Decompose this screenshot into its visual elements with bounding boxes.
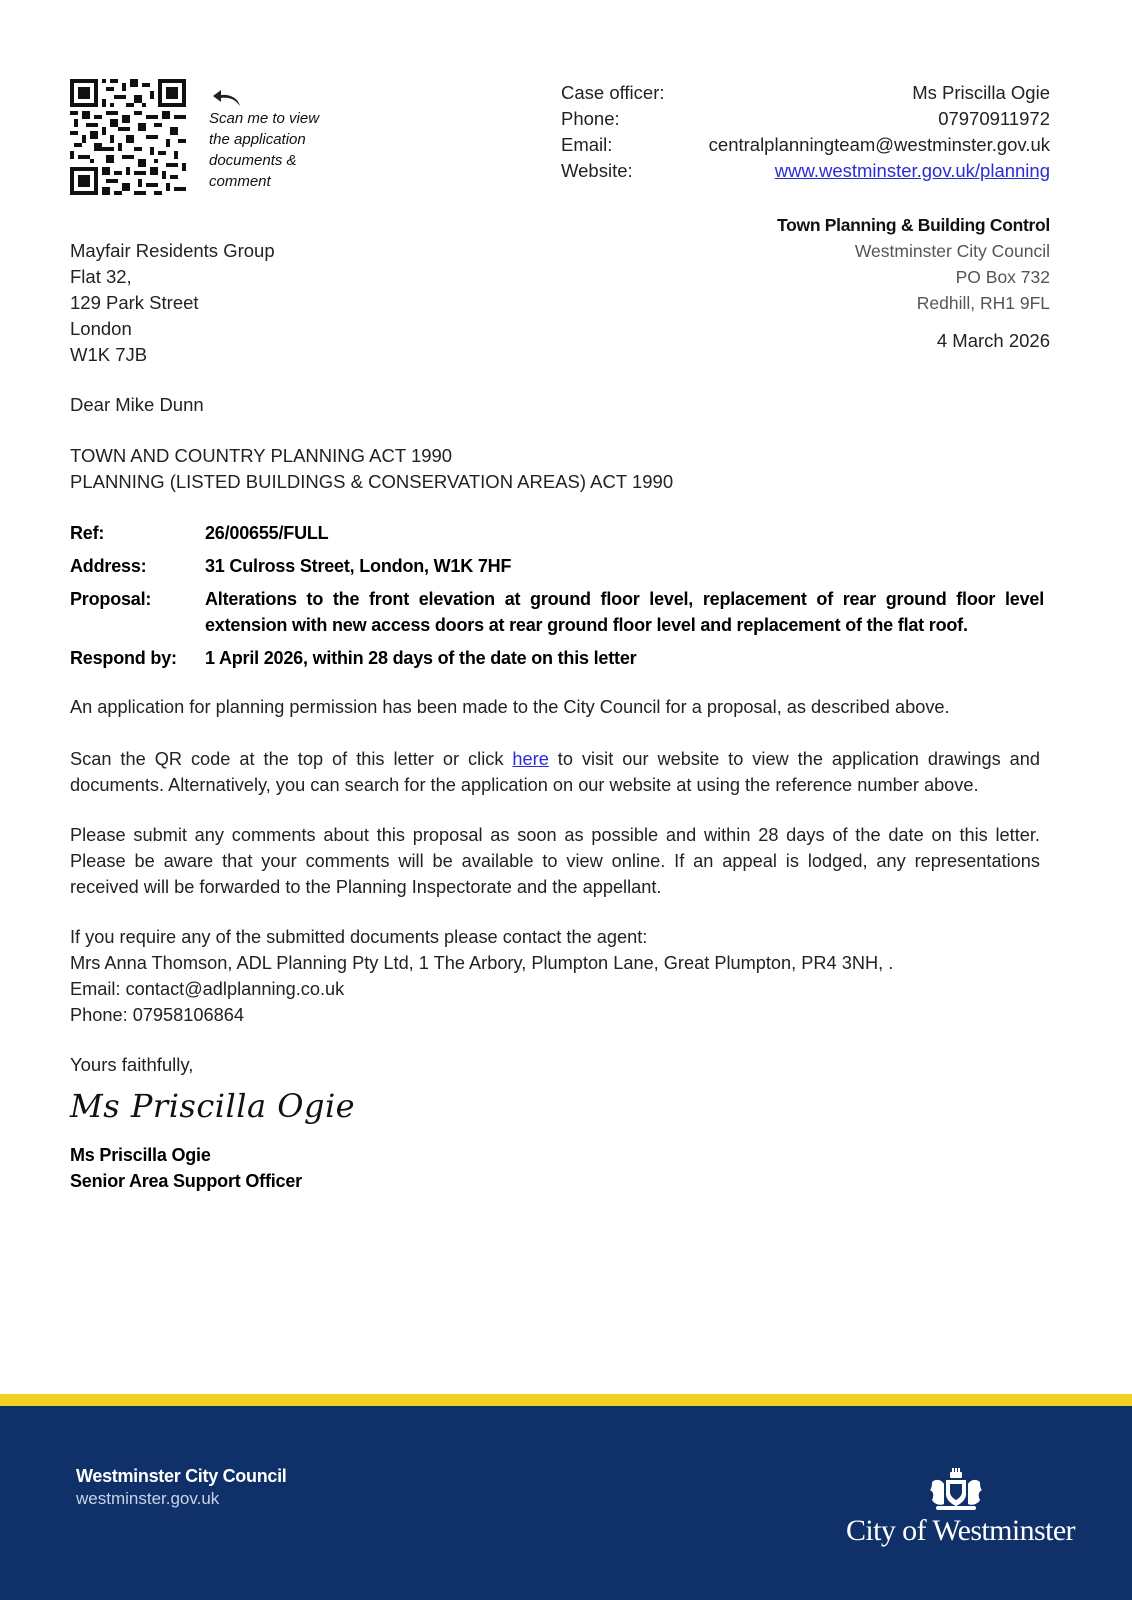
detail-value: 31 Culross Street, London, W1K 7HF xyxy=(205,556,512,576)
here-link[interactable]: here xyxy=(512,749,549,769)
contact-row-website xyxy=(561,158,1050,184)
addressee-line: 129 Park Street xyxy=(70,292,199,313)
salutation: Dear Mike Dunn xyxy=(70,394,204,415)
detail-label: Proposal: xyxy=(70,589,152,609)
letter-date: 4 March 2026 xyxy=(936,330,1050,351)
signature: Ms Priscilla Ogie xyxy=(70,1087,356,1125)
contact-row-email xyxy=(561,132,1050,158)
footer-stripe xyxy=(0,1394,1132,1406)
paragraph-text: Scan the QR code at the top of this letter or click xyxy=(70,749,513,769)
contact-value: Ms Priscilla Ogie xyxy=(912,82,1050,103)
agent-line: Phone: 07958106864 xyxy=(70,1005,244,1025)
detail-label: Respond by: xyxy=(70,648,177,668)
act-line: TOWN AND COUNTRY PLANNING ACT 1990 xyxy=(70,445,453,466)
addressee-line: Flat 32, xyxy=(70,266,132,287)
footer-website: westminster.gov.uk xyxy=(76,1489,220,1508)
department-block xyxy=(777,212,1050,316)
curved-arrow-icon xyxy=(212,86,242,108)
contact-row-phone xyxy=(561,106,1050,132)
contact-block xyxy=(561,80,1050,184)
agent-line: Mrs Anna Thomson, ADL Planning Pty Ltd, 1 The Arbory, Plumpton Lane, Great Plumpton, PR4 3NH, . xyxy=(70,953,894,973)
detail-row-ref xyxy=(70,520,1044,546)
qr-caption-line: comment xyxy=(209,173,271,190)
website-link[interactable]: www.westminster.gov.uk/planning xyxy=(774,160,1050,181)
contact-label: Case officer: xyxy=(561,82,665,103)
acts-heading xyxy=(70,443,673,495)
contact-label: Phone: xyxy=(561,108,620,129)
application-details xyxy=(70,520,1044,678)
addressee-line: Mayfair Residents Group xyxy=(70,240,275,261)
detail-row-proposal xyxy=(70,586,1044,638)
addressee-line: W1K 7JB xyxy=(70,344,148,365)
detail-value: 1 April 2026, within 28 days of the date on this letter xyxy=(205,648,637,668)
detail-label: Address: xyxy=(70,556,147,576)
body-paragraph-3: Please submit any comments about this proposal as soon as possible and within 28 days of the date on this letter. Please be aware that your comments will be available to view online. If an appeal is lodged, any representations received will be forwarded to the Planning Inspectorate and the appellant. xyxy=(70,825,1040,897)
department-line: Westminster City Council xyxy=(854,241,1050,261)
detail-row-respond-by xyxy=(70,645,1044,671)
agent-line: Email: contact@adlplanning.co.uk xyxy=(70,979,345,999)
qr-caption-line: the application xyxy=(209,131,306,148)
city-of-westminster-logo-text: City of Westminster xyxy=(846,1514,1075,1547)
signer-block xyxy=(70,1142,302,1194)
addressee-line: London xyxy=(70,318,132,339)
crest-icon xyxy=(928,1468,984,1512)
qr-caption xyxy=(209,108,319,192)
contact-value: 07970911972 xyxy=(938,108,1050,129)
department-title: Town Planning & Building Control xyxy=(777,215,1050,235)
body-paragraph-2 xyxy=(70,746,1040,798)
paragraph-text: to visit our website to view the application drawings and documents. Alternatively, you can search for the application on our website at using the reference number above. xyxy=(70,749,1040,795)
detail-value: Alterations to the front elevation at ground floor level, replacement of rear ground floor level extension with new access doors at rear ground floor level and replacement of the flat roof. xyxy=(205,589,1044,635)
contact-label: Email: xyxy=(561,134,613,155)
qr-caption-line: Scan me to view xyxy=(209,110,320,127)
contact-label: Website: xyxy=(561,160,633,181)
detail-value: 26/00655/FULL xyxy=(205,523,329,543)
act-line: PLANNING (LISTED BUILDINGS & CONSERVATION AREAS) ACT 1990 xyxy=(70,471,674,492)
detail-row-address xyxy=(70,553,1044,579)
body-paragraph-1: An application for planning permission has been made to the City Council for a proposal, as described above. xyxy=(70,697,950,717)
addressee-block xyxy=(70,238,275,368)
closing: Yours faithfully, xyxy=(70,1054,194,1075)
agent-contact xyxy=(70,924,1040,1028)
signer-title: Senior Area Support Officer xyxy=(70,1171,302,1191)
department-line: Redhill, RH1 9FL xyxy=(916,293,1050,313)
contact-value: centralplanningteam@westminster.gov.uk xyxy=(708,134,1050,155)
qr-caption-line: documents & xyxy=(209,152,297,169)
contact-row-case-officer xyxy=(561,80,1050,106)
footer-org-name: Westminster City Council xyxy=(76,1466,287,1486)
department-line: PO Box 732 xyxy=(955,267,1050,287)
signer-name: Ms Priscilla Ogie xyxy=(70,1145,211,1165)
agent-line: If you require any of the submitted documents please contact the agent: xyxy=(70,927,648,947)
detail-label: Ref: xyxy=(70,523,105,543)
qr-code[interactable] xyxy=(70,79,186,195)
